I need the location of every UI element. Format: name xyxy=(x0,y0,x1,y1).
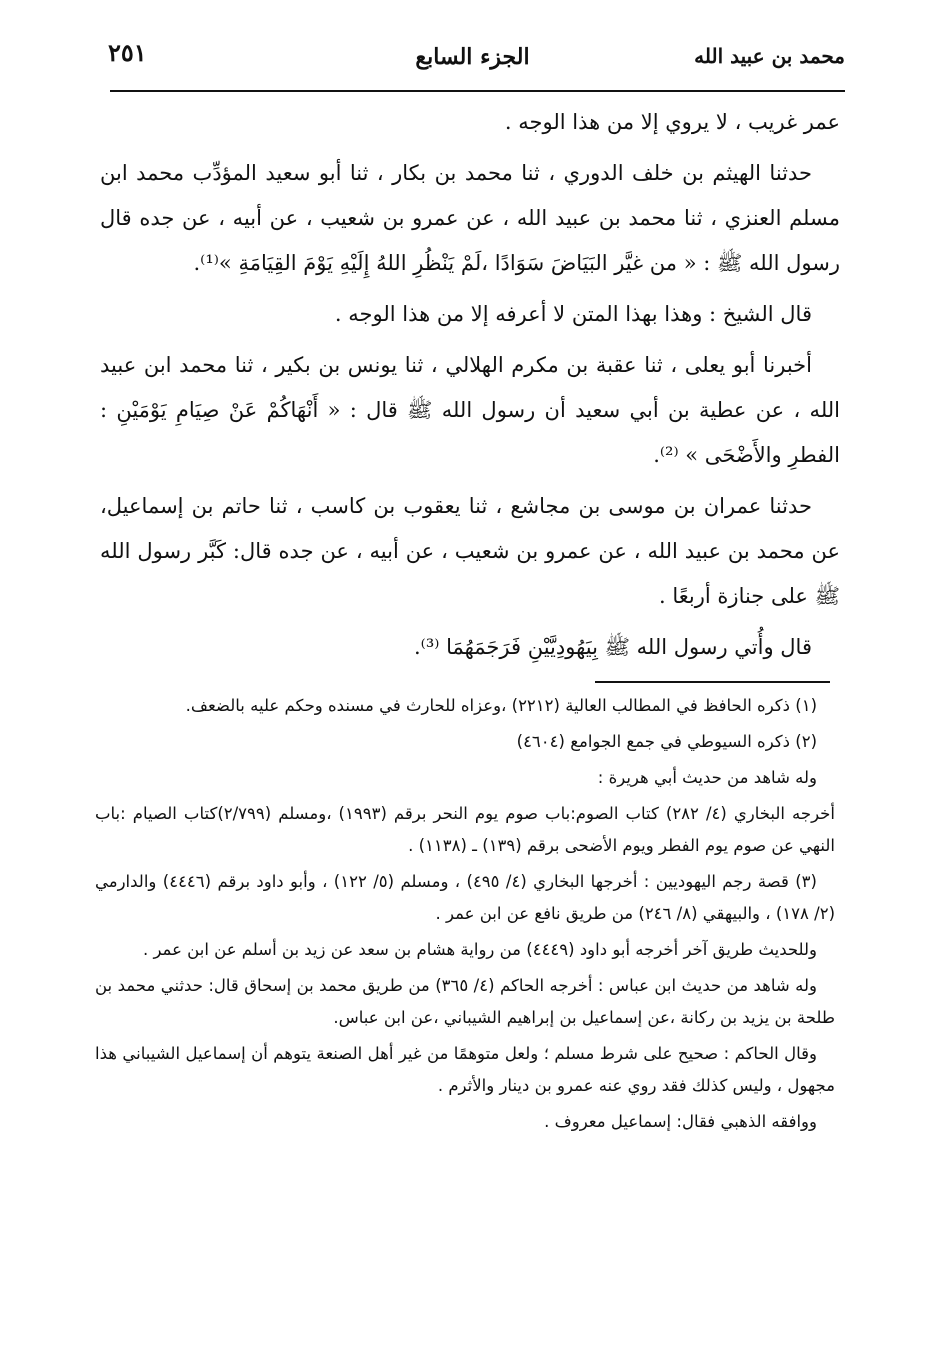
body-paragraph: حدثنا الهيثم بن خلف الدوري ، ثنا محمد بن بكار ، ثنا أبو سعيد المؤدِّب محمد ابن مسلم العنزي ، ثنا محمد بن عبيد الله ، عن عمرو بن شعيب ، عن أبيه ، عن جده قال رسول الله ﷺ : « من غيَّر البَيَاضَ سَوَادًا ،لَمْ يَنْظُرِ اللهُ إِلَيْهِ يَوْمَ القِيَامَةِ »⁽¹⁾. xyxy=(100,161,840,275)
footnote: أخرجه البخاري (٤/ ٢٨٢) كتاب الصوم:باب صوم يوم النحر برقم (١٩٩٣) ،ومسلم (٢/٧٩٩)كتاب الصيام :باب النهي عن صوم يوم الفطر ويوم الأضحى برقم (١٣٩) ـ (١١٣٨) . xyxy=(95,804,835,855)
footnote: (٣) قصة رجم اليهوديين : أخرجها البخاري (٤/ ٤٩٥) ، ومسلم (٥/ ١٢٢) ، وأبو داود برقم (٤٤٤٦) والدارمي (٢/ ١٧٨) ، والبيهقي (٨/ ٢٤٦) من طريق نافع عن ابن عمر . xyxy=(95,872,835,923)
footnote: وللحديث طريق آخر أخرجه أبو داود (٤٤٤٩) من رواية هشام بن سعد عن زيد بن أسلم عن ابن عمر . xyxy=(142,940,817,959)
footnote: وله شاهد من حديث أبي هريرة : xyxy=(597,768,817,787)
footnote: وله شاهد من حديث ابن عباس : أخرجه الحاكم (٤/ ٣٦٥) من طريق محمد بن إسحاق قال: حدثني محمد بن طلحة بن يزيد بن ركانة ،عن إسماعيل بن إبراهيم الشيباني ،عن ابن عباس. xyxy=(95,976,835,1027)
body-paragraph: عمر غريب ، لا يروي إلا من هذا الوجه . xyxy=(504,110,840,134)
page-number: ٢٥١ xyxy=(108,38,147,67)
footnote: (٢) ذكره السيوطي في جمع الجوامع (٤٦٠٤) xyxy=(516,732,817,751)
running-head-author: محمد بن عبيد الله xyxy=(694,44,845,68)
header-rule xyxy=(110,90,845,92)
body-paragraph: قال وأُتي رسول الله ﷺ بِيَهُودِيَّيْنِ فَرَجَمَهُمَا ⁽³⁾. xyxy=(413,635,812,659)
running-head-volume: الجزء السابع xyxy=(415,44,530,70)
body-paragraph: حدثنا عمران بن موسى بن مجاشع ، ثنا يعقوب بن كاسب ، ثنا حاتم بن إسماعيل، عن محمد بن عبيد الله ، عن عمرو بن شعيب ، عن أبيه ، عن جده قال: كَبَّر رسول الله ﷺ على جنازة أربعًا . xyxy=(100,494,840,608)
footnotes xyxy=(95,690,835,1142)
footnote: ووافقه الذهبي فقال: إسماعيل معروف . xyxy=(544,1112,817,1131)
footnote: (١) ذكره الحافظ في المطالب العالية (٢٢١٢) ،وعزاه للحارث في مسنده وحكم عليه بالضعف. xyxy=(185,696,817,715)
footnote-separator xyxy=(595,681,830,683)
footnote: وقال الحاكم : صحيح على شرط مسلم ؛ ولعل متوهمًا من غير أهل الصنعة يتوهم أن إسماعيل الشيباني هذا مجهول ، وليس كذلك فقد روي عنه عمرو بن دينار والأثرم . xyxy=(95,1044,835,1095)
body-paragraph: أخبرنا أبو يعلى ، ثنا عقبة بن مكرم الهلالي ، ثنا يونس بن بكير ، ثنا محمد ابن عبيد الله ، عن عطية بن أبي سعيد أن رسول الله ﷺ قال : « أَنْهَاكُمْ عَنْ صِيَامِ يَوْمَيْنِ : الفطرِ والأَضْحَى » ⁽²⁾. xyxy=(100,353,840,467)
main-text xyxy=(100,100,840,676)
page-header xyxy=(100,30,845,90)
body-paragraph: قال الشيخ : وهذا بهذا المتن لا أعرفه إلا من هذا الوجه . xyxy=(334,302,812,326)
